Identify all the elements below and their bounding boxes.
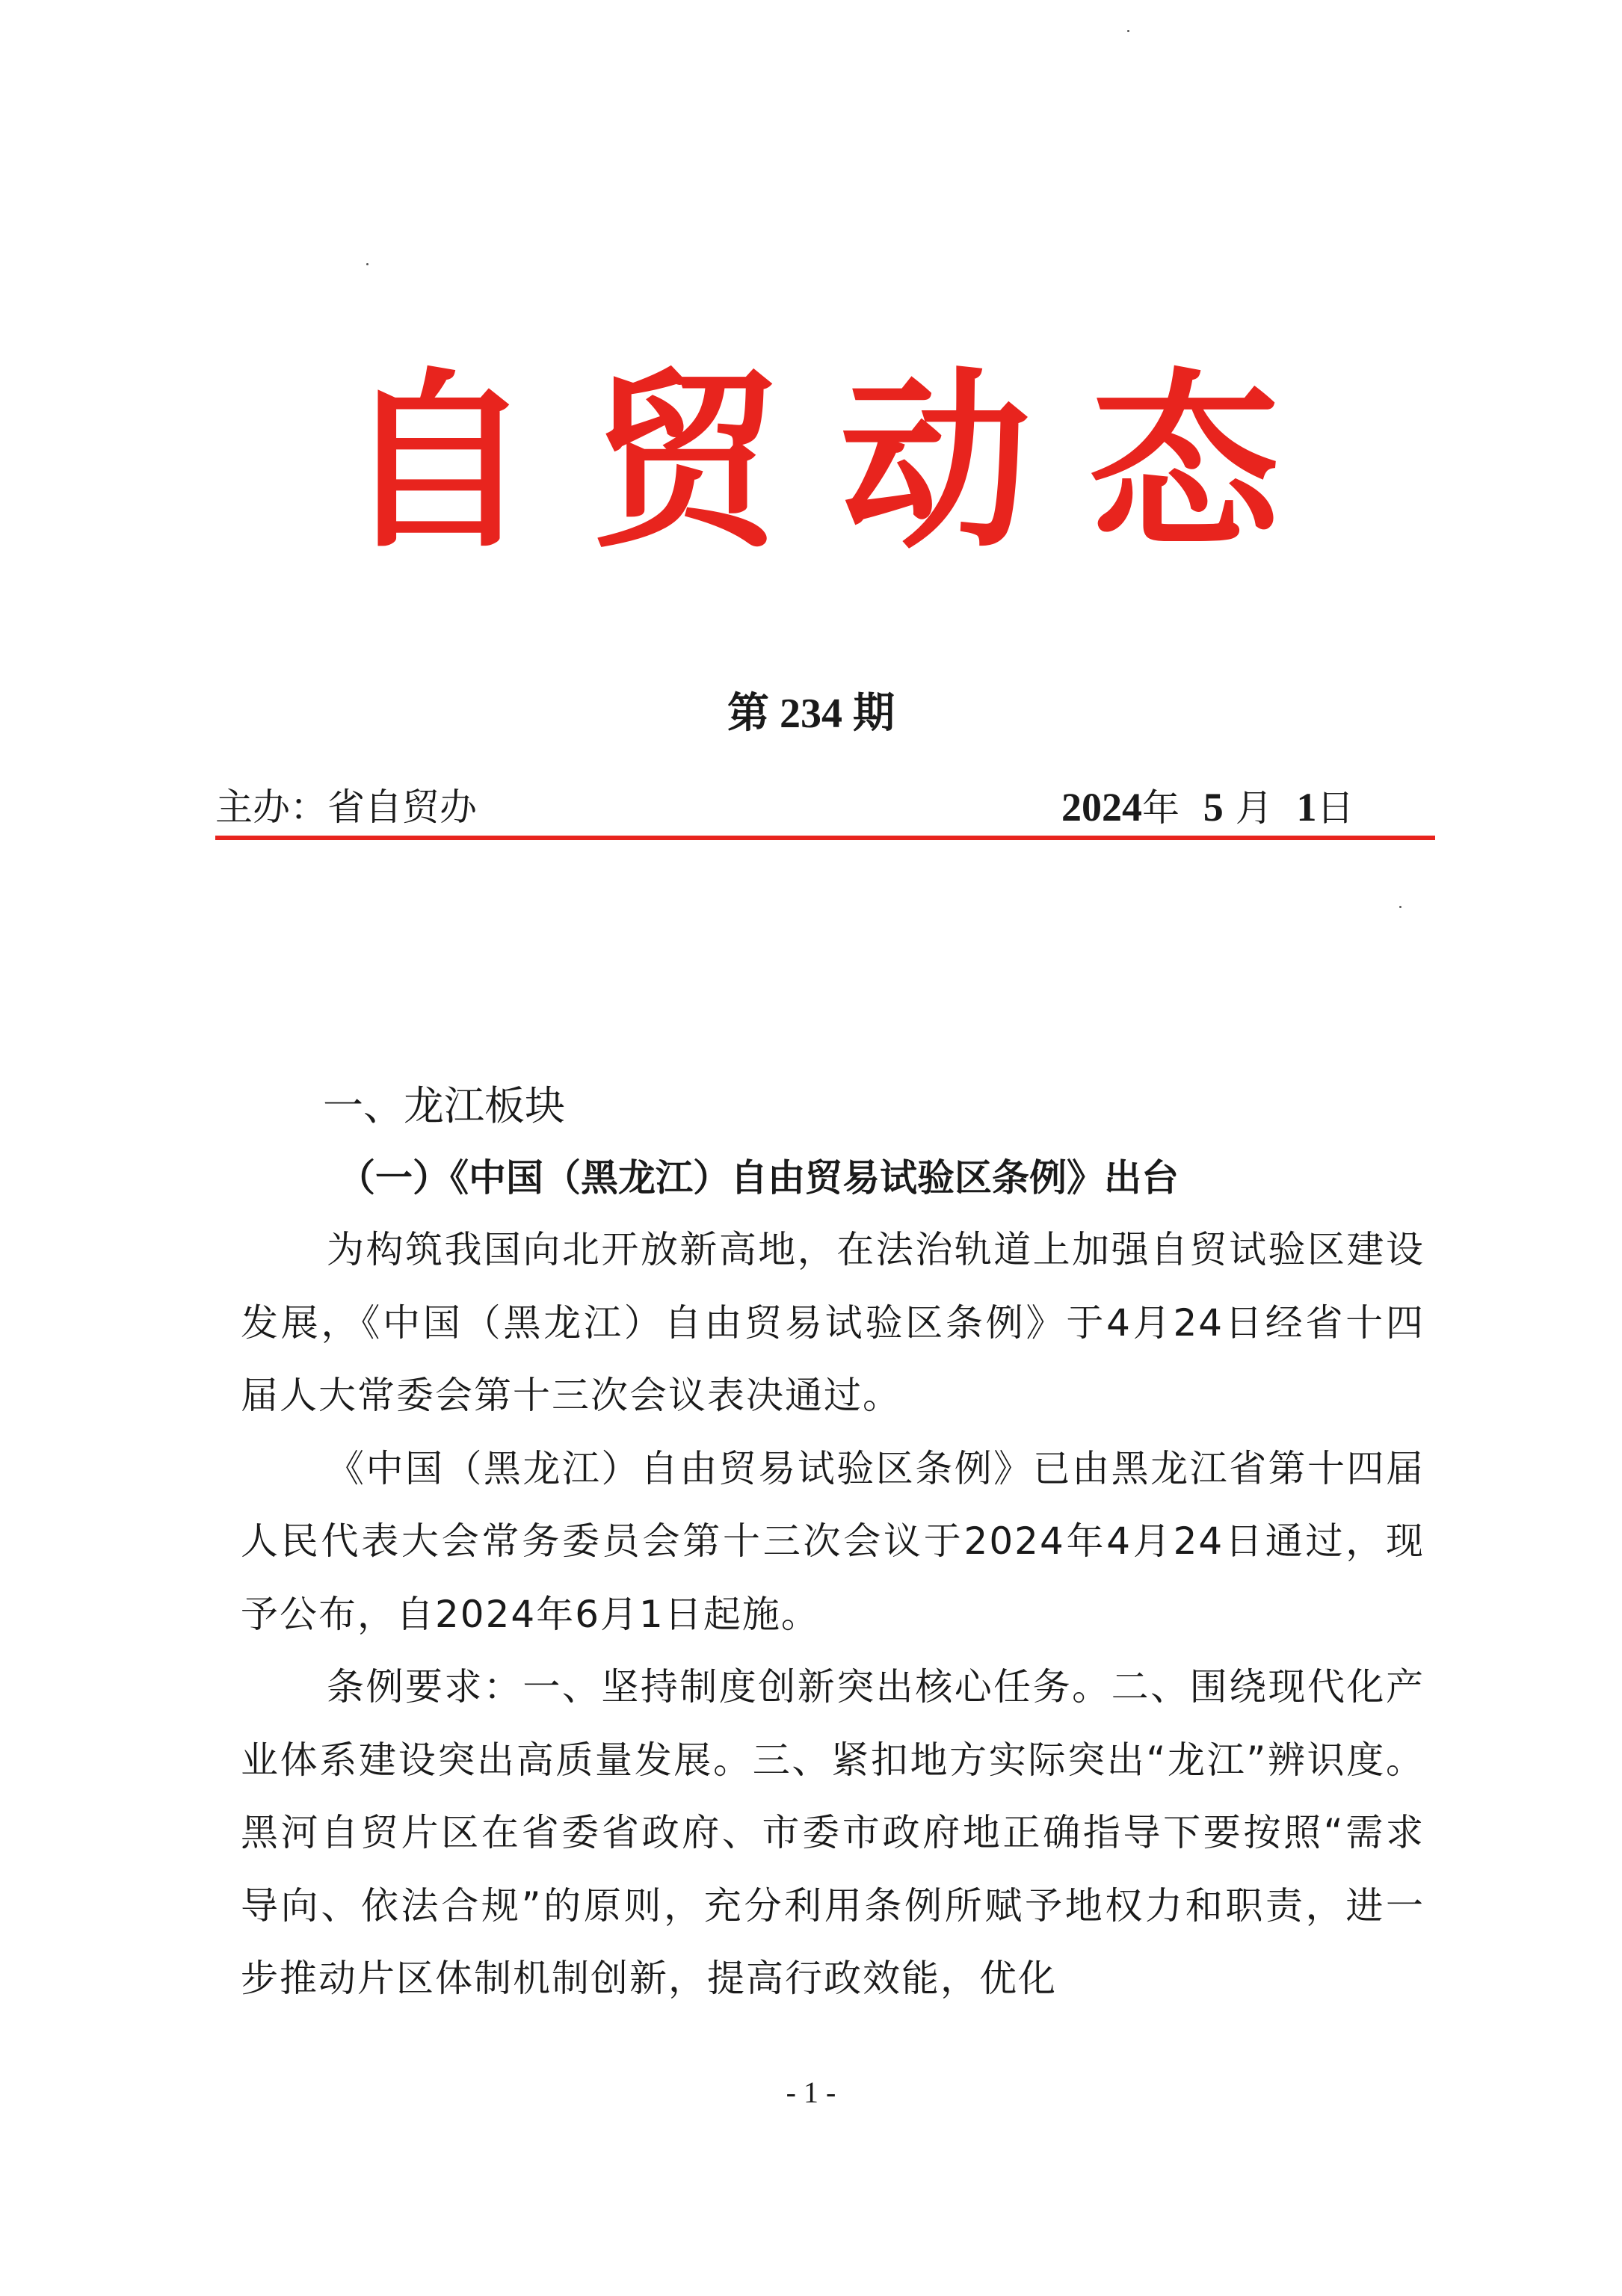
sponsor-line: 主办：省自贸办 — [215, 786, 477, 829]
masthead-title: 自贸动态 — [342, 352, 1338, 574]
scan-speck — [1399, 906, 1401, 908]
section-heading: 一、龙江板块 — [323, 1082, 565, 1129]
article-body — [241, 1070, 1425, 2016]
paragraph: 条例要求：一、坚持制度创新突出核心任务。二、围绕现代化产业体系建设突出高质量发展。三、紧扣地方实际突出“龙江”辨识度。黑河自贸片区在省委省政府、市委市政府地正确指导下要按照“需求导向、依法合规”的原则，充分利用条例所赋予地权力和职责，进一步推动片区体制机制创新，提高行政效能，优化 — [241, 1665, 1425, 2000]
publication-date — [1061, 777, 1354, 838]
date-month: 5 — [1203, 785, 1224, 830]
article-heading: （一）《中国（黑龙江）自由贸易试验区条例》出台 — [338, 1156, 1179, 1200]
header-divider — [215, 836, 1435, 840]
scan-speck — [366, 263, 369, 265]
issue-number: 第 234 期 — [727, 691, 895, 737]
paragraph: 为构筑我国向北开放新高地，在法治轨道上加强自贸试验区建设发展，《中国（黑龙江）自由贸易试验区条例》于4月24日经省十四届人大常委会第十三次会议表决通过。 — [241, 1228, 1425, 1417]
date-year-unit: 年 — [1142, 786, 1180, 830]
date-day-unit: 日 — [1316, 786, 1354, 830]
date-year: 2024 — [1061, 785, 1142, 830]
date-day: 1 — [1296, 785, 1317, 830]
scan-speck — [1127, 30, 1129, 32]
page-number: - 1 - — [786, 2076, 836, 2109]
paragraph: 《中国（黑龙江）自由贸易试验区条例》已由黑龙江省第十四届人民代表大会常务委员会第十三次会议于2024年4月24日通过，现予公布，自2024年6月1日起施。 — [241, 1446, 1425, 1636]
date-month-unit: 月 — [1235, 786, 1273, 830]
